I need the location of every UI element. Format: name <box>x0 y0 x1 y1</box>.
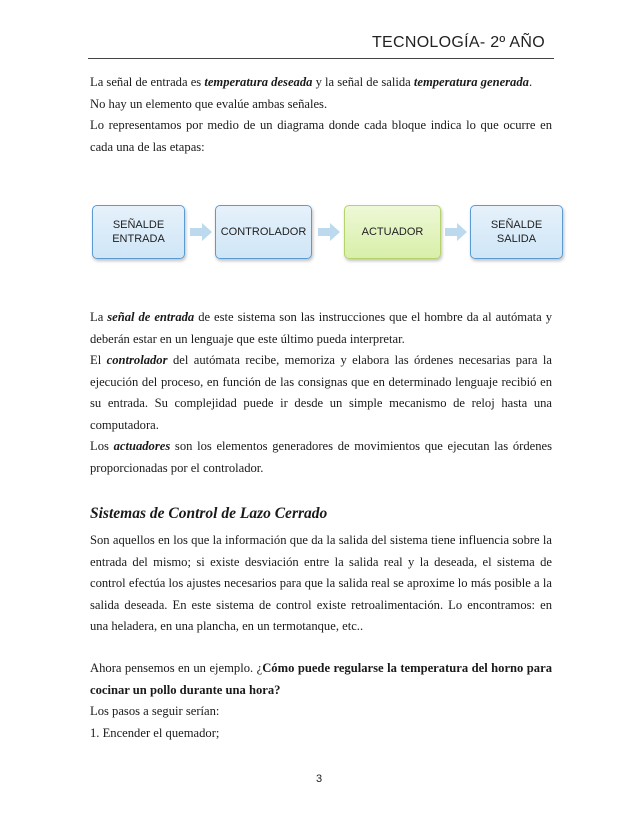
closed-loop-paragraph: Son aquellos en los que la información que da la salida del sistema tiene influencia sobre la entrada del mismo; si existe desviación entre la salida real y la deseada, el sistema de control efectúa los ajustes necesarios para que la salida real se aproxime lo más posible a la salida deseada. En este sistema de control existe retroalimentación. Lo encontramos: en una heladera, en una plancha, en un termotanque, etc.. <box>90 533 552 633</box>
text: Los <box>90 439 114 453</box>
text: son los elementos generadores de movimientos que ejecutan las órdenes proporcionadas por el controlador. <box>90 439 553 475</box>
arrow-right-icon <box>190 223 212 241</box>
intro-emphasis-generated: temperatura generada <box>413 75 529 89</box>
input-signal-paragraph <box>90 307 552 350</box>
intro-emphasis-desired: temperatura deseada <box>204 75 313 89</box>
arrow-right-icon <box>445 223 467 241</box>
steps-intro: Los pasos a seguir serían: <box>90 704 220 718</box>
actuators-paragraph <box>90 436 552 479</box>
block-label: CONTROLADOR <box>220 226 307 238</box>
block-label: ENTRADA <box>112 233 165 245</box>
page-header-title: TECNOLOGÍA- 2º AÑO <box>371 34 545 51</box>
text: de este sistema son las instrucciones que el hombre da al autómata y deberán estar en un lenguaje que este último pueda interpretar. <box>90 310 553 346</box>
block-controller <box>215 205 312 259</box>
section-heading: Sistemas de Control de Lazo Cerrado <box>90 505 328 522</box>
arrow-right-icon <box>318 223 340 241</box>
example-paragraph <box>90 658 552 744</box>
block-label: SEÑALDE <box>112 219 165 231</box>
emphasis: señal de entrada <box>107 310 195 324</box>
block-label: SALIDA <box>496 233 537 245</box>
block-actuator <box>344 205 441 259</box>
text: Ahora pensemos en un ejemplo. ¿ <box>90 661 263 675</box>
example-question <box>90 658 552 701</box>
text: del autómata recibe, memoriza y elabora las órdenes necesarias para la ejecución del proceso, en función de las consignas que en determinado lenguaje recibió en su entrada. Su complejidad puede ir desde un simple mecanismo de reloj hasta una computadora. <box>90 353 552 432</box>
emphasis: actuadores <box>113 439 171 453</box>
controller-paragraph <box>90 350 552 436</box>
intro-text: y la señal de salida <box>312 75 414 89</box>
intro-line-2: No hay un elemento que evalúe ambas señales. <box>90 96 328 111</box>
explanation-paragraphs <box>90 307 552 479</box>
intro-text: La señal de entrada es <box>90 75 205 89</box>
block-label: SEÑALDE <box>490 219 543 231</box>
block-input-signal <box>92 205 185 259</box>
page-number: 3 <box>315 773 323 785</box>
intro-text: . <box>528 75 533 89</box>
intro-line-3: Lo representamos por medio de un diagrama donde cada bloque indica lo que ocurre en cada una de las etapas: <box>90 118 552 154</box>
block-output-signal <box>470 205 563 259</box>
text: La <box>90 310 108 324</box>
block-diagram <box>92 205 566 263</box>
emphasis: controlador <box>106 353 168 367</box>
step-1: 1. Encender el quemador; <box>90 725 220 740</box>
intro-paragraph <box>90 72 552 158</box>
intro-line-1 <box>90 72 552 94</box>
header-rule <box>88 58 554 59</box>
block-label: ACTUADOR <box>361 226 424 238</box>
bold-question: Cómo puede regularse la temperatura del horno para cocinar un pollo durante una hora? <box>90 661 552 697</box>
text: El <box>90 353 107 367</box>
